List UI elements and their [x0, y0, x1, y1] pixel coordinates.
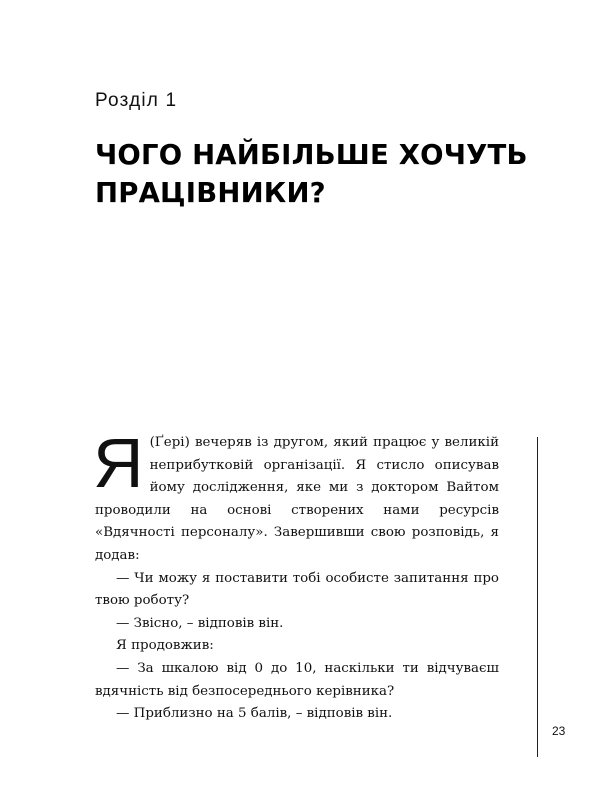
chapter-title-line: ЧОГО НАЙБІЛЬШЕ ХОЧУТЬ	[95, 139, 528, 171]
page-number: 23	[552, 724, 566, 738]
chapter-label: Розділ 1	[95, 90, 178, 111]
paragraph: Я продовжив:	[116, 638, 214, 654]
paragraph: — Чи можу я поставити тобі особисте запитання про твою роботу?	[95, 570, 499, 609]
body-text	[93, 424, 499, 726]
margin-rule	[537, 437, 538, 757]
paragraph: — Приблизно на 5 балів, – відповів він.	[116, 706, 393, 722]
paragraph: — За шкалою від 0 до 10, наскільки ти відчуваєш вдячність від безпосереднього керівника?	[95, 660, 499, 699]
chapter-title-line: ПРАЦІВНИКИ?	[95, 177, 326, 209]
chapter-title	[95, 136, 535, 212]
drop-cap: Я	[93, 424, 144, 502]
paragraph-opening	[93, 424, 499, 568]
paragraph-text: (Ґері) вечеряв із другом, який працює у великій неприбутковій організації. Я стисло описував йому дослідження, яке ми з доктором Вайтом проводили на основі створених нами ресурсів «Вдячності персоналу». Завершивши свою розповідь, я додав:	[95, 435, 499, 563]
paragraph: — Звісно, – відповів він.	[116, 615, 284, 631]
